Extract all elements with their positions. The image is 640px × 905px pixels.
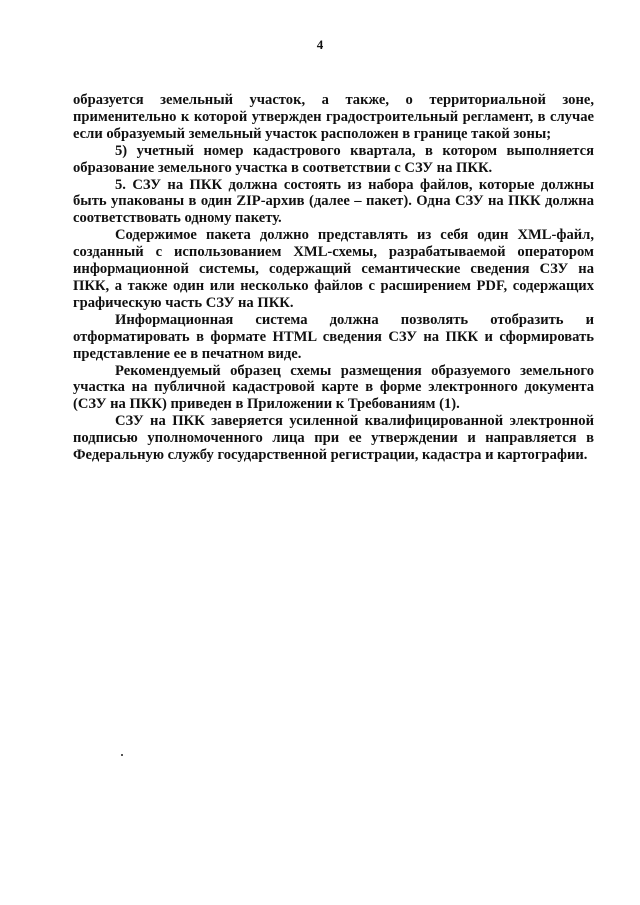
paragraph-section-5-zip-package: 5. СЗУ на ПКК должна состоять из набора файлов, которые должны быть упакованы в один ZIP-архив (далее – пакет). Одна СЗУ на ПКК должна соответствовать одному пакету. [73,176,594,227]
paragraph-package-contents: Содержимое пакета должно представлять из себя один XML-файл, созданный с использованием XML-схемы, разрабатываемой оператором информационной системы, содержащий семантические сведения СЗУ на ПКК, а также один или несколько файлов с расширением PDF, содержащих графическую часть СЗУ на ПКК. [73,227,594,311]
document-body [73,92,594,464]
page-number: 4 [316,37,324,52]
scan-speck [121,754,123,756]
paragraph-continuation: образуется земельный участок, а также, о территориальной зоне, применительно к которой утвержден градостроительный регламент, в случае если образуемый земельный участок расположен в границе такой зоны; [73,92,594,142]
paragraph-electronic-signature: СЗУ на ПКК заверяется усиленной квалифицированной электронной подписью уполномоченного лица при ее утверждении и направляется в Федеральную службу государственной регистрации, кадастра и картографии. [73,413,594,464]
paragraph-information-system: Информационная система должна позволять отобразить и отформатировать в формате HTML сведения СЗУ на ПКК и сформировать представление ее в печатном виде. [73,311,594,362]
paragraph-recommended-sample: Рекомендуемый образец схемы размещения образуемого земельного участка на публичной кадастровой карте в форме электронного документа (СЗУ на ПКК) приведен в Приложении к Требованиям (1). [73,362,594,413]
paragraph-item-5-cadastral-quarter: 5) учетный номер кадастрового квартала, в котором выполняется образование земельного участка в соответствии с СЗУ на ПКК. [73,142,594,176]
